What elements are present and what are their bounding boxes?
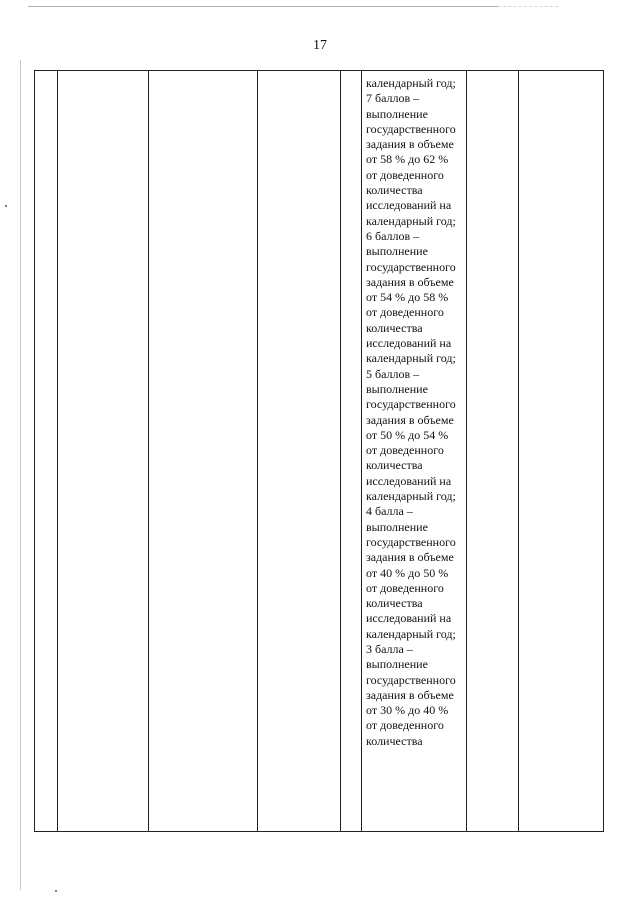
- criteria-line: выполнение: [366, 381, 428, 396]
- criteria-line: количества: [366, 733, 423, 748]
- criteria-line: задания в объеме: [366, 412, 454, 427]
- scan-edge-left: [20, 60, 21, 890]
- criteria-line: количества: [366, 596, 423, 611]
- criteria-line: 3 балла –: [366, 641, 413, 656]
- criteria-line: 6 баллов –: [366, 228, 420, 243]
- criteria-line: государственного: [366, 534, 456, 549]
- criteria-line: выполнение: [366, 106, 428, 121]
- criteria-line: календарный год;: [366, 489, 456, 504]
- criteria-line: количества: [366, 458, 423, 473]
- scan-speck: [5, 205, 7, 207]
- criteria-line: календарный год;: [366, 351, 456, 366]
- criteria-line: выполнение: [366, 519, 428, 534]
- scan-edge-top: [28, 6, 498, 7]
- table-cell-col-3: [149, 71, 258, 832]
- criteria-line: выполнение: [366, 244, 428, 259]
- scan-edge-top-faded: [498, 6, 558, 7]
- table-cell-col-7: [467, 71, 519, 832]
- criteria-line: от 58 % до 62 %: [366, 152, 449, 167]
- criteria-line: задания в объеме: [366, 687, 454, 702]
- table-cell-col-5: [341, 71, 362, 832]
- criteria-line: от 54 % до 58 %: [366, 290, 449, 305]
- page-number: 17: [313, 38, 327, 53]
- table-cell-criteria: [362, 71, 467, 832]
- table-cell-col-2: [58, 71, 149, 832]
- criteria-line: исследований на: [366, 611, 452, 626]
- criteria-line: исследований на: [366, 473, 452, 488]
- criteria-line: исследований на: [366, 198, 452, 213]
- criteria-line: от доведенного: [366, 443, 444, 458]
- criteria-text: [366, 76, 466, 749]
- criteria-line: 7 баллов –: [366, 91, 420, 106]
- criteria-line: количества: [366, 320, 423, 335]
- criteria-line: государственного: [366, 672, 456, 687]
- criteria-line: от 50 % до 54 %: [366, 427, 449, 442]
- criteria-line: календарный год;: [366, 626, 456, 641]
- table-row: [35, 71, 604, 832]
- criteria-line: 4 балла –: [366, 504, 413, 519]
- criteria-line: от доведенного: [366, 167, 444, 182]
- scan-speck: [55, 890, 57, 892]
- criteria-line: календарный год;: [366, 76, 456, 90]
- criteria-line: задания в объеме: [366, 137, 454, 152]
- criteria-line: от доведенного: [366, 718, 444, 733]
- table-cell-col-1: [35, 71, 58, 832]
- criteria-line: государственного: [366, 259, 456, 274]
- criteria-line: от 30 % до 40 %: [366, 703, 449, 718]
- criteria-line: выполнение: [366, 657, 428, 672]
- criteria-line: задания в объеме: [366, 550, 454, 565]
- criteria-line: от доведенного: [366, 580, 444, 595]
- criteria-line: от 40 % до 50 %: [366, 565, 449, 580]
- criteria-line: 5 баллов –: [366, 366, 420, 381]
- criteria-line: задания в объеме: [366, 274, 454, 289]
- table-cell-col-8: [519, 71, 604, 832]
- criteria-line: количества: [366, 183, 423, 198]
- criteria-line: календарный год;: [366, 213, 456, 228]
- criteria-table: [34, 70, 604, 832]
- criteria-line: государственного: [366, 397, 456, 412]
- criteria-line: государственного: [366, 121, 456, 136]
- criteria-line: от доведенного: [366, 305, 444, 320]
- criteria-line: исследований на: [366, 336, 452, 351]
- table-cell-col-4: [258, 71, 341, 832]
